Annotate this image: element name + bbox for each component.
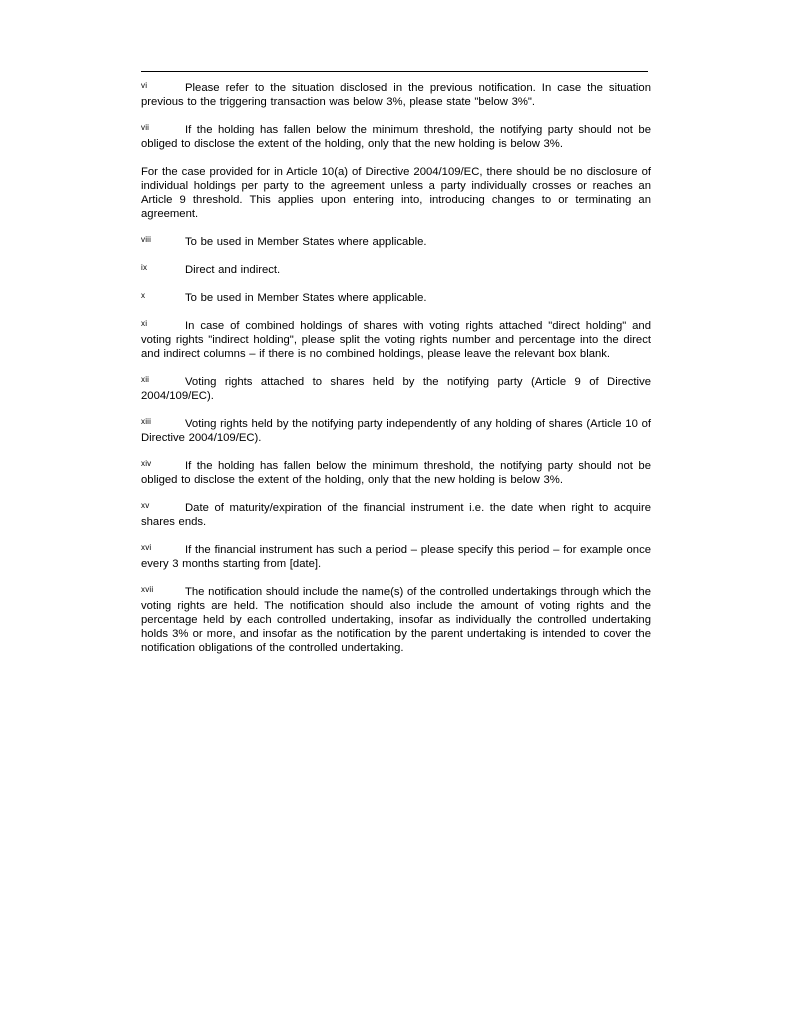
footnote-item [141,165,651,221]
footnote-item [141,319,651,361]
footnote-text: Voting rights held by the notifying party independently of any holding of shares (Article 10 of Directive 2004/109/EC). [141,418,651,444]
footnote-text: Voting rights attached to shares held by the notifying party (Article 9 of Directive 2004/109/EC). [141,376,651,402]
footnote-text: To be used in Member States where applicable. [185,292,427,304]
footnote-item [141,543,651,571]
footnote-marker: xiii [141,417,152,426]
footnote-text: If the holding has fallen below the minimum threshold, the notifying party should not be obliged to disclose the extent of the holding, only that the new holding is below 3%. [141,124,651,150]
footnote-marker: xv [141,501,150,510]
footnote-item [141,291,651,305]
page-content [141,71,651,669]
footnote-marker: xii [141,375,150,384]
footnote-text: If the holding has fallen below the minimum threshold, the notifying party should not be obliged to disclose the extent of the holding, only that the new holding is below 3%. [141,460,651,486]
footnote-item [141,417,651,445]
footnote-marker: viii [141,235,152,244]
footnote-marker: xi [141,319,148,328]
footnote-text: If the financial instrument has such a period – please specify this period – for example once every 3 months starting from [date]. [141,544,651,570]
footnote-text: Direct and indirect. [185,264,281,276]
footnote-marker: vi [141,81,148,90]
footnote-text: For the case provided for in Article 10(a) of Directive 2004/109/EC, there should be no disclosure of individual holdings per party to the agreement unless a party individually crosses or reaches an Article 9 threshold. This applies upon entering into, introducing changes to or terminating an agreement. [141,166,651,220]
footnote-text: The notification should include the name(s) of the controlled undertakings through which the voting rights are held. The notification should also include the amount of voting rights and the percentage held by each controlled undertaking, insofar as individually the controlled undertaking holds 3% or more, and insofar as the notification by the parent undertaking is intended to cover the notification obligations of the controlled undertaking. [141,586,651,654]
footnote-marker: xiv [141,459,152,468]
footnote-text: Date of maturity/expiration of the financial instrument i.e. the date when right to acquire shares ends. [141,502,651,528]
footnote-marker: xvi [141,543,152,552]
footnote-text: Please refer to the situation disclosed in the previous notification. In case the situation previous to the triggering transaction was below 3%, please state "below 3%". [141,82,651,108]
footnotes-section [141,81,651,655]
footnote-item [141,501,651,529]
footnote-text: To be used in Member States where applicable. [185,236,427,248]
footnote-item [141,459,651,487]
footnote-item [141,81,651,109]
footnote-separator-rule [141,71,648,72]
footnote-item [141,235,651,249]
footnote-item [141,263,651,277]
footnote-marker: x [141,291,146,300]
footnote-marker: vii [141,123,150,132]
footnote-item [141,585,651,655]
footnote-item [141,123,651,151]
footnote-item [141,375,651,403]
footnote-marker: ix [141,263,148,272]
footnote-marker: xvii [141,585,154,594]
footnote-text: In case of combined holdings of shares with voting rights attached "direct holding" and voting rights "indirect holding", please split the voting rights number and percentage into the direct and indirect columns – if there is no combined holdings, please leave the relevant box blank. [141,320,651,360]
